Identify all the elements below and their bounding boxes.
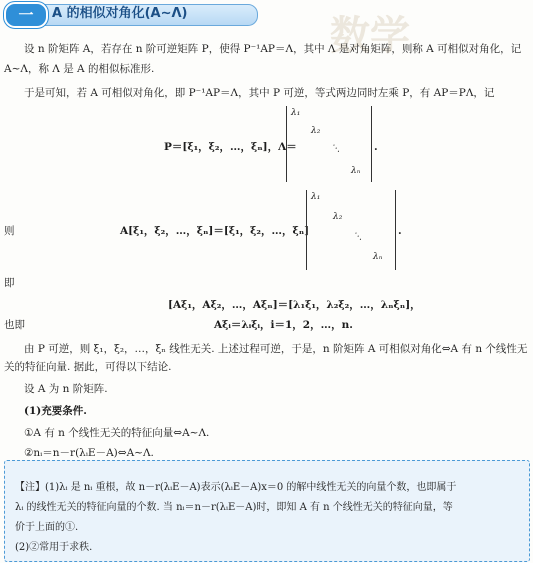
matrix-1-entry-4: λₙ	[351, 166, 361, 176]
note-box	[4, 460, 530, 562]
paragraph-1-line-2: A∼Λ，称 Λ 是 A 的相似标准形.	[4, 63, 155, 75]
matrix-2-entry-1: λ₁	[311, 192, 321, 202]
label-yeji: 也即	[4, 319, 25, 331]
equation-1-period: .	[374, 141, 378, 153]
condition-1: ①A 有 n 个线性无关的特征向量⇔A∼Λ.	[24, 427, 210, 439]
matrix-1-entry-2: λ₂	[311, 126, 321, 136]
diagonal-matrix-2	[306, 190, 396, 270]
note-line-2: λᵢ 的线性无关的特征向量的个数. 当 nᵢ＝n－r(λᵢE－A)时，即知 A 有 n 个线性无关的特征向量，等	[15, 502, 453, 513]
matrix-2-entry-2: λ₂	[333, 212, 343, 222]
paragraph-2: 于是可知，若 A 可相似对角化，即 P⁻¹AP＝Λ，其中 P 可逆，等式两边同时左乘 P，有 AP＝PΛ，记	[24, 87, 495, 99]
equation-2-period: .	[398, 225, 402, 237]
equation-2-lhs: A[ξ₁，ξ₂，…，ξₙ]＝[ξ₁，ξ₂，…，ξₙ]	[120, 225, 310, 237]
matrix-1-entry-1: λ₁	[291, 108, 301, 118]
label-ze: 则	[4, 225, 15, 237]
note-line-1: 【注】(1)λᵢ 是 nᵢ 重根，故 n－r(λᵢE－A)表示(λᵢE－A)x＝0 的解中线性无关的向量个数，也即属于	[15, 482, 457, 493]
condition-2: ②nᵢ＝n－r(λᵢE－A)⇔A∼Λ.	[24, 447, 154, 459]
section-number-badge	[4, 2, 48, 28]
matrix-1-entry-3: ⋱	[331, 144, 340, 154]
equation-3: [Aξ₁，Aξ₂，…，Aξₙ]＝[λ₁ξ₁，λ₂ξ₂，…，λₙξₙ]，	[168, 299, 421, 311]
note-line-3: 价于上面的①.	[15, 522, 79, 533]
label-ji: 即	[4, 277, 15, 289]
paragraph-4: 设 A 为 n 阶矩阵.	[24, 383, 108, 395]
watermark: 数学	[330, 13, 410, 59]
section-header	[0, 2, 258, 26]
paragraph-3-line-2: 关的特征向量. 据此，可得以下结论.	[4, 361, 172, 373]
matrix-2-entry-3: ⋱	[353, 232, 362, 242]
matrix-2-entry-4: λₙ	[373, 252, 383, 262]
equation-4: Aξᵢ＝λᵢξᵢ，i＝1，2，…，n.	[214, 319, 353, 331]
paragraph-1-line-1: 设 n 阶矩阵 A，若存在 n 阶可逆矩阵 P，使得 P⁻¹AP＝Λ，其中 Λ 是对角矩阵，则称 A 可相似对角化，记	[24, 43, 522, 55]
section-title: A 的相似对角化(A∼Λ)	[52, 6, 188, 21]
equation-1-lhs: P＝[ξ₁，ξ₂，…，ξₙ]，Λ＝	[164, 141, 297, 153]
diagonal-matrix-1	[286, 106, 372, 182]
note-line-4: (2)②常用于求秩.	[15, 542, 93, 553]
condition-title: (1)充要条件.	[24, 405, 87, 417]
paragraph-3-line-1: 由 P 可逆，则 ξ₁，ξ₂，…，ξₙ 线性无关. 上述过程可逆，于是，n 阶矩阵 A 可相似对角化⇔A 有 n 个线性无	[24, 343, 528, 355]
section-number: 一	[18, 6, 34, 24]
